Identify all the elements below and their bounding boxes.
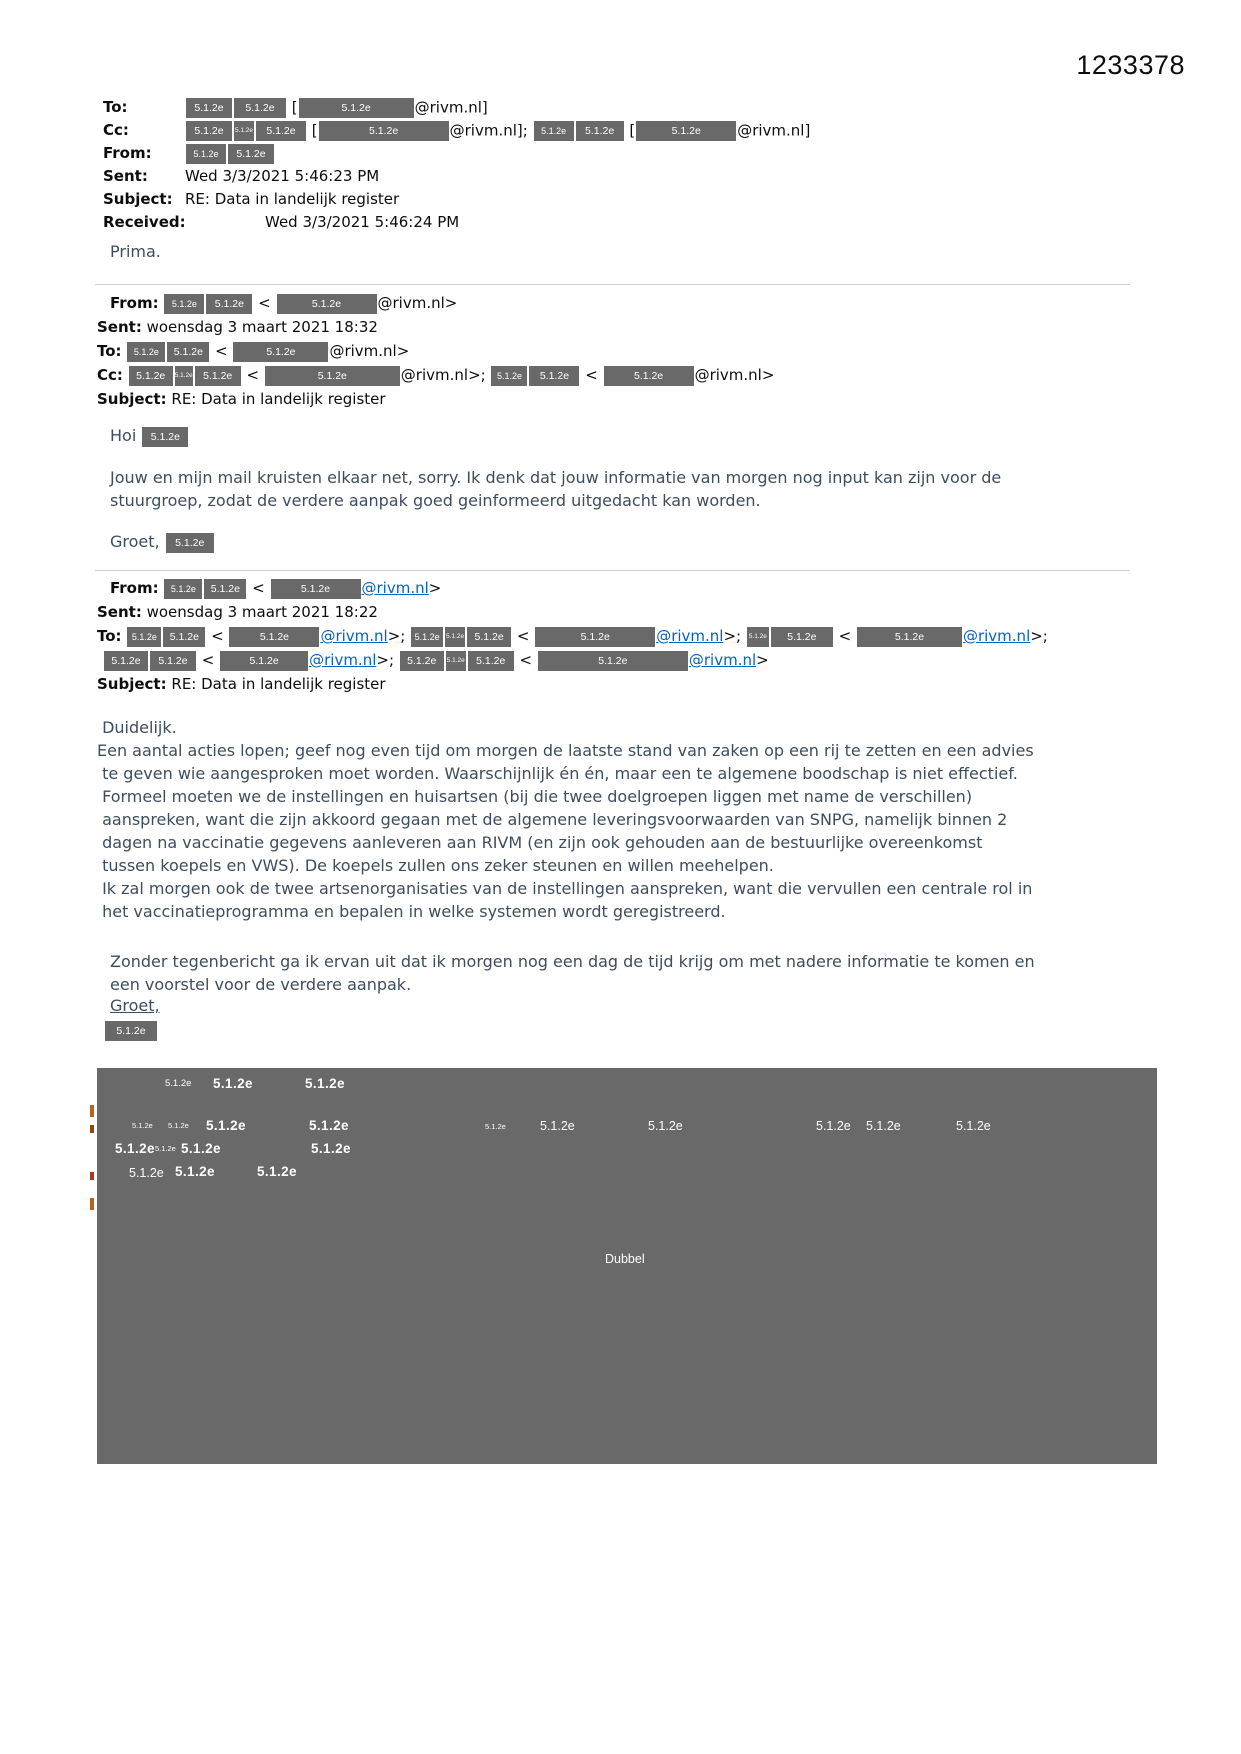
text-run: < [580,366,603,384]
q1-to-value [126,342,409,360]
redaction-box: 5.1.2e [175,366,193,386]
q2-to-value-2 [97,651,769,669]
header-row-sent [103,167,810,190]
redaction-box: 5.1.2e [163,627,205,647]
email-link[interactable]: @rivm.nl [962,627,1031,645]
text-run: < [197,651,220,669]
redacted-block [97,1068,1157,1464]
subject-label: Subject: [103,190,173,208]
redaction-label: 5.1.2e [309,1118,349,1133]
redaction-box: 5.1.2e [206,294,252,314]
body-line: Een aantal acties lopen; geef nog even tijd om morgen de laatste stand van zaken op een rij te zetten en een advies [97,741,1034,760]
redaction-box: 5.1.2e [299,98,414,118]
received-value: Wed 3/3/2021 5:46:24 PM [265,213,460,231]
redaction-label: 5.1.2e [168,1121,189,1130]
email-link[interactable]: @rivm.nl [656,627,724,645]
signature-redaction [104,1020,158,1041]
email-link[interactable]: @rivm.nl [309,651,377,669]
q2-row-sent [97,600,1048,624]
redaction-box: 5.1.2e [604,366,694,386]
body-line: te geven wie aangesproken moet worden. Waarschijnlijk én én, maar een te algemene boodschap is niet effectief. [97,764,1018,783]
header-row-from [103,144,810,167]
redaction-label: 5.1.2e [155,1144,176,1153]
body-line: tussen koepels en VWS). De koepels zullen ons zeker steunen en willen meehelpen. [97,856,774,875]
q1-subject-value: RE: Data in landelijk register [171,390,386,408]
text-fragment [90,1105,94,1117]
q2-sent-value: woensdag 3 maart 2021 18:22 [146,603,378,621]
email-header [103,98,810,236]
signoff-1 [110,532,215,553]
body-paragraph-3 [110,950,1035,996]
body-line: aanspreken, want die zijn akkoord gegaan met de algemene leveringsvoorwaarden van SNPG, namelijk binnen 2 [97,810,1008,829]
text-run: >; [376,651,399,669]
redaction-box: 5.1.2e [166,533,214,553]
text-run: < [514,651,537,669]
q1-cc-value [128,366,775,384]
redaction-box: 5.1.2e [186,121,232,141]
q1-row-from [97,291,774,315]
text-run: Hoi [110,426,142,445]
redaction-box: 5.1.2e [127,342,165,362]
text-run: < [247,579,270,597]
redaction-box: 5.1.2e [167,342,209,362]
text-run: < [512,627,535,645]
text-run: < [206,627,229,645]
redaction-label: 5.1.2e [175,1164,215,1179]
body-line: Jouw en mijn mail kruisten elkaar net, sorry. Ik denk dat jouw informatie van morgen nog input kan zijn voor de [110,468,1002,487]
redaction-box: 5.1.2e [468,651,514,671]
q2-row-subject [97,672,1048,696]
text-run: @rivm.nl> [329,342,410,360]
sent-label: Sent: [103,167,148,185]
cc-value [185,121,810,141]
redaction-label: 5.1.2e [132,1121,153,1130]
q2-row-from [97,576,1048,600]
from-label: From: [103,144,152,162]
q2-row-to-line2 [97,648,1048,672]
redaction-box: 5.1.2e [535,627,655,647]
redaction-box: 5.1.2e [228,144,274,164]
redaction-label: 5.1.2e [648,1119,683,1133]
redaction-box: 5.1.2e [747,627,769,647]
redaction-box: 5.1.2e [164,579,202,599]
redaction-box: 5.1.2e [127,627,161,647]
redaction-box: 5.1.2e [234,98,286,118]
redaction-box: 5.1.2e [576,121,624,141]
redaction-box: 5.1.2e [229,627,319,647]
text-run: >; [723,627,746,645]
redaction-box: 5.1.2e [636,121,736,141]
signoff-2: Groet, [110,996,160,1015]
text-run: >; [1030,627,1048,645]
body-line: Duidelijk. [97,718,177,737]
q2-row-to-line1 [97,624,1048,648]
text-run: < [833,627,856,645]
q1-row-sent [97,315,774,339]
email-link[interactable]: @rivm.nl [361,579,429,597]
text-run: @rivm.nl]; [449,121,533,140]
redaction-box: 5.1.2e [400,651,444,671]
redaction-label: 5.1.2e [540,1119,575,1133]
text-run: @rivm.nl> [377,294,458,312]
redaction-box: 5.1.2e [164,294,204,314]
to-value [185,98,488,118]
redaction-box: 5.1.2e [467,627,511,647]
to-label: To: [97,342,122,360]
redaction-box: 5.1.2e [105,1021,157,1041]
redaction-box: 5.1.2e [538,651,688,671]
redaction-box: 5.1.2e [256,121,306,141]
sent-label: Sent: [97,318,142,336]
q1-row-cc [97,363,774,387]
text-fragment [90,1172,94,1180]
redaction-label: 5.1.2e [956,1119,991,1133]
redaction-box: 5.1.2e [771,627,833,647]
q2-to-value-1 [126,627,1048,645]
text-run: < [241,366,264,384]
body-line: het vaccinatieprogramma en bepalen in welke systemen wordt geregistreerd. [97,902,726,921]
text-run: @rivm.nl>; [400,366,491,384]
subject-label: Subject: [97,675,167,693]
redaction-box: 5.1.2e [150,651,196,671]
redaction-label: 5.1.2e [305,1076,345,1091]
quoted-email-1-header [97,291,774,411]
text-run: @rivm.nl] [414,98,488,117]
redaction-label: 5.1.2e [816,1119,851,1133]
received-label: Received: [103,213,186,231]
redaction-label: 5.1.2e [181,1141,221,1156]
redaction-box: 5.1.2e [265,366,400,386]
body-line: een voorstel voor de verdere aanpak. [110,975,412,994]
redaction-label: 5.1.2e [115,1141,155,1156]
text-run: > [428,579,442,597]
text-run: [ [287,98,298,117]
redaction-box: 5.1.2e [195,366,241,386]
redaction-box: 5.1.2e [491,366,527,386]
dubbel-label: Dubbel [605,1252,645,1266]
to-label: To: [97,627,122,645]
sent-label: Sent: [97,603,142,621]
redaction-box: 5.1.2e [445,627,465,647]
sent-value: Wed 3/3/2021 5:46:23 PM [185,167,380,185]
body-paragraph-1 [110,466,1001,512]
redaction-box: 5.1.2e [186,98,232,118]
greeting [110,426,189,447]
header-row-subject [103,190,810,213]
text-run: [ [624,121,636,140]
redaction-box: 5.1.2e [271,579,361,599]
document-number: 1233378 [1076,50,1185,80]
redaction-box: 5.1.2e [204,579,246,599]
redaction-box: 5.1.2e [186,144,226,164]
cc-label: Cc: [97,366,123,384]
body-line: dagen na vaccinatie gegevens aanleveren aan RIVM (en zijn ook gehouden aan de bestuurlijke overeenkomst [97,833,983,852]
to-label: To: [103,98,128,116]
redaction-label: 5.1.2e [485,1122,506,1131]
redaction-box: 5.1.2e [277,294,377,314]
header-row-cc [103,121,810,144]
subject-value: RE: Data in landelijk register [185,190,400,208]
redaction-box: 5.1.2e [319,121,449,141]
redaction-label: 5.1.2e [129,1166,164,1180]
text-fragment [90,1198,94,1210]
redaction-label: 5.1.2e [311,1141,351,1156]
redaction-label: 5.1.2e [165,1078,192,1089]
q1-sent-value: woensdag 3 maart 2021 18:32 [146,318,378,336]
redaction-box: 5.1.2e [857,627,962,647]
from-label: From: [110,294,159,312]
text-run: >; [387,627,411,645]
text-run: [ [307,121,318,140]
text-run: > [756,651,769,669]
body-line: Zonder tegenbericht ga ik ervan uit dat ik morgen nog een dag de tijd krijg om met nadere informatie te komen en [110,952,1035,971]
redaction-label: 5.1.2e [866,1119,901,1133]
body-line: Ik zal morgen ook de twee artsenorganisaties van de instellingen aanspreken, want die vervullen een centrale rol in [97,879,1033,898]
redaction-box: 5.1.2e [534,121,574,141]
redaction-box: 5.1.2e [529,366,579,386]
redaction-box: 5.1.2e [233,342,328,362]
redaction-box: 5.1.2e [142,427,188,447]
redaction-box: 5.1.2e [220,651,308,671]
text-run: < [210,342,233,360]
text-run: @rivm.nl] [737,121,811,140]
text-run: @rivm.nl> [694,366,775,384]
email-link[interactable]: @rivm.nl [688,651,757,669]
redaction-label: 5.1.2e [257,1164,297,1179]
q1-row-to [97,339,774,363]
header-row-received [103,213,810,236]
from-value [185,144,275,164]
redaction-box: 5.1.2e [129,366,173,386]
divider [95,570,1130,571]
q1-row-subject [97,387,774,411]
redaction-box: 5.1.2e [411,627,443,647]
redaction-box: 5.1.2e [104,651,148,671]
header-row-to [103,98,810,121]
divider [95,284,1130,285]
q1-from-value [163,294,457,312]
redaction-box: 5.1.2e [234,121,254,141]
quoted-email-2-header [97,576,1048,696]
q2-subject-value: RE: Data in landelijk register [171,675,386,693]
q2-from-value [163,579,441,597]
email-link[interactable]: @rivm.nl [320,627,388,645]
body-line: Formeel moeten we de instellingen en huisartsen (bij die twee doelgroepen liggen met name de verschillen) [97,787,973,806]
text-fragment [90,1125,94,1133]
intro-text: Prima. [110,242,161,261]
redaction-label: 5.1.2e [206,1118,246,1133]
cc-label: Cc: [103,121,129,139]
redaction-box: 5.1.2e [446,651,466,671]
body-line: stuurgroep, zodat de verdere aanpak goed geinformeerd uitgedacht kan worden. [110,491,761,510]
redaction-label: 5.1.2e [213,1076,253,1091]
subject-label: Subject: [97,390,167,408]
text-run: Groet, [110,532,165,551]
from-label: From: [110,579,159,597]
text-run: < [253,294,276,312]
body-paragraph-2 [97,716,1034,923]
